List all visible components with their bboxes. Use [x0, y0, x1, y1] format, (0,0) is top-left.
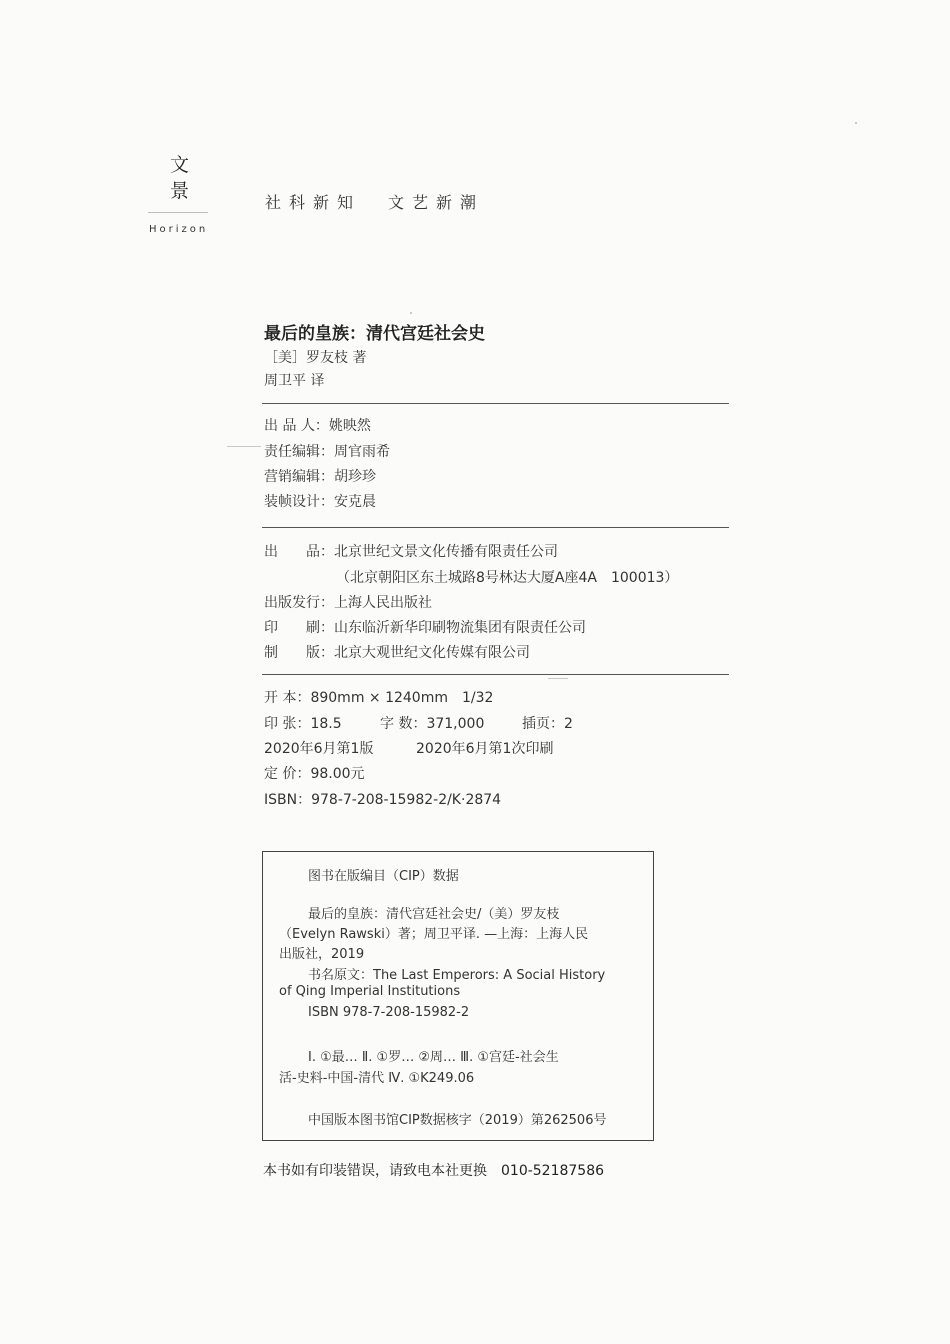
spec-sheets — [264, 713, 342, 733]
cip-line: （Evelyn Rawski）著；周卫平译. —上海：上海人民 — [279, 927, 589, 942]
pub-row-printer — [264, 617, 586, 637]
cip-line: 书名原文：The Last Emperors: A Social History — [308, 968, 606, 983]
spec-isbn — [264, 789, 501, 809]
spec-edition: 2020年6月第1版 — [264, 741, 374, 757]
cip-line: 最后的皇族：清代宫廷社会史/（美）罗友枝 — [308, 907, 560, 922]
divider-3 — [262, 674, 729, 675]
scan-speck — [410, 312, 412, 314]
spec-words — [380, 713, 484, 733]
cip-line: 出版社，2019 — [279, 947, 365, 962]
staff-value: 姚映然 — [328, 418, 371, 434]
pub-label: 制 版： — [264, 645, 334, 661]
cip-line: 活-史料-中国-清代 Ⅳ. ①K249.06 — [279, 1071, 475, 1086]
staff-label: 营销编辑： — [264, 469, 334, 485]
spec-value: 98.00元 — [310, 766, 365, 782]
spec-label: 字 数： — [380, 716, 427, 732]
slogan-a: 社科新知 — [265, 193, 362, 212]
cip-line: of Qing Imperial Institutions — [279, 984, 461, 999]
spec-format — [264, 687, 493, 707]
spec-value: 890mm × 1240mm 1/32 — [310, 690, 494, 706]
brand-char-wen: 文 — [170, 154, 190, 176]
spec-label: 印 张： — [264, 716, 311, 732]
spec-printing: 2020年6月第1次印刷 — [416, 741, 554, 757]
spec-price — [264, 763, 365, 783]
staff-row-producer — [264, 415, 371, 435]
spec-plates — [522, 713, 573, 733]
brand-english: Horizon — [149, 224, 209, 235]
footer-note: 本书如有印装错误，请致电本社更换 010-52187586 — [263, 1163, 605, 1179]
staff-row-designer — [264, 491, 376, 511]
staff-value: 周官雨希 — [334, 444, 390, 460]
spec-label: ISBN： — [264, 792, 312, 808]
cip-line: ISBN 978-7-208-15982-2 — [308, 1005, 470, 1020]
staff-value: 安克晨 — [334, 494, 376, 510]
spec-label: 定 价： — [264, 766, 311, 782]
scan-speck — [227, 446, 261, 447]
pub-value: 北京世纪文景文化传播有限责任公司 — [334, 544, 558, 560]
staff-label: 责任编辑： — [264, 444, 334, 460]
pub-value: 上海人民出版社 — [334, 595, 432, 611]
scan-speck — [548, 678, 568, 679]
pub-value: 山东临沂新华印刷物流集团有限责任公司 — [334, 620, 586, 636]
spec-label: 插页： — [522, 716, 564, 732]
staff-row-editor — [264, 441, 390, 461]
book-title: 最后的皇族：清代宫廷社会史 — [264, 324, 485, 344]
spec-value: 2 — [564, 716, 573, 732]
staff-label: 出 品 人： — [264, 418, 329, 434]
spec-value: 18.5 — [310, 716, 342, 732]
cip-line: 中国版本图书馆CIP数据核字（2019）第262506号 — [308, 1113, 607, 1128]
divider-2 — [262, 527, 729, 528]
slogan-b: 文艺新潮 — [388, 193, 485, 212]
spec-value: 371,000 — [426, 716, 485, 732]
pub-value: （北京朝阳区东土城路8号林达大厦A座4A 100013） — [336, 570, 679, 586]
book-translator: 周卫平 译 — [264, 373, 325, 389]
spec-label: 开 本： — [264, 690, 311, 706]
pub-row-publisher — [264, 592, 432, 612]
spec-value: 978-7-208-15982-2/K·2874 — [311, 792, 502, 808]
staff-row-marketing — [264, 466, 376, 486]
pub-value: 北京大观世纪文化传媒有限公司 — [334, 645, 530, 661]
brand-char-jing: 景 — [170, 180, 190, 202]
book-author: ［美］罗友枝 著 — [264, 350, 367, 366]
divider-1 — [262, 403, 729, 404]
scan-speck — [855, 122, 857, 124]
pub-label: 出 品： — [264, 544, 334, 560]
cip-line: Ⅰ. ①最… Ⅱ. ①罗… ②周… Ⅲ. ①宫廷-社会生 — [308, 1050, 559, 1065]
cip-heading: 图书在版编目（CIP）数据 — [308, 869, 459, 884]
pub-label: 出版发行： — [264, 595, 334, 611]
brand-divider — [148, 212, 208, 213]
pub-label: 印 刷： — [264, 620, 334, 636]
pub-row-address — [336, 567, 678, 587]
staff-label: 装帧设计： — [264, 494, 334, 510]
staff-value: 胡珍珍 — [334, 469, 376, 485]
pub-row-producer — [264, 541, 558, 561]
pub-row-platemaker — [264, 642, 530, 662]
